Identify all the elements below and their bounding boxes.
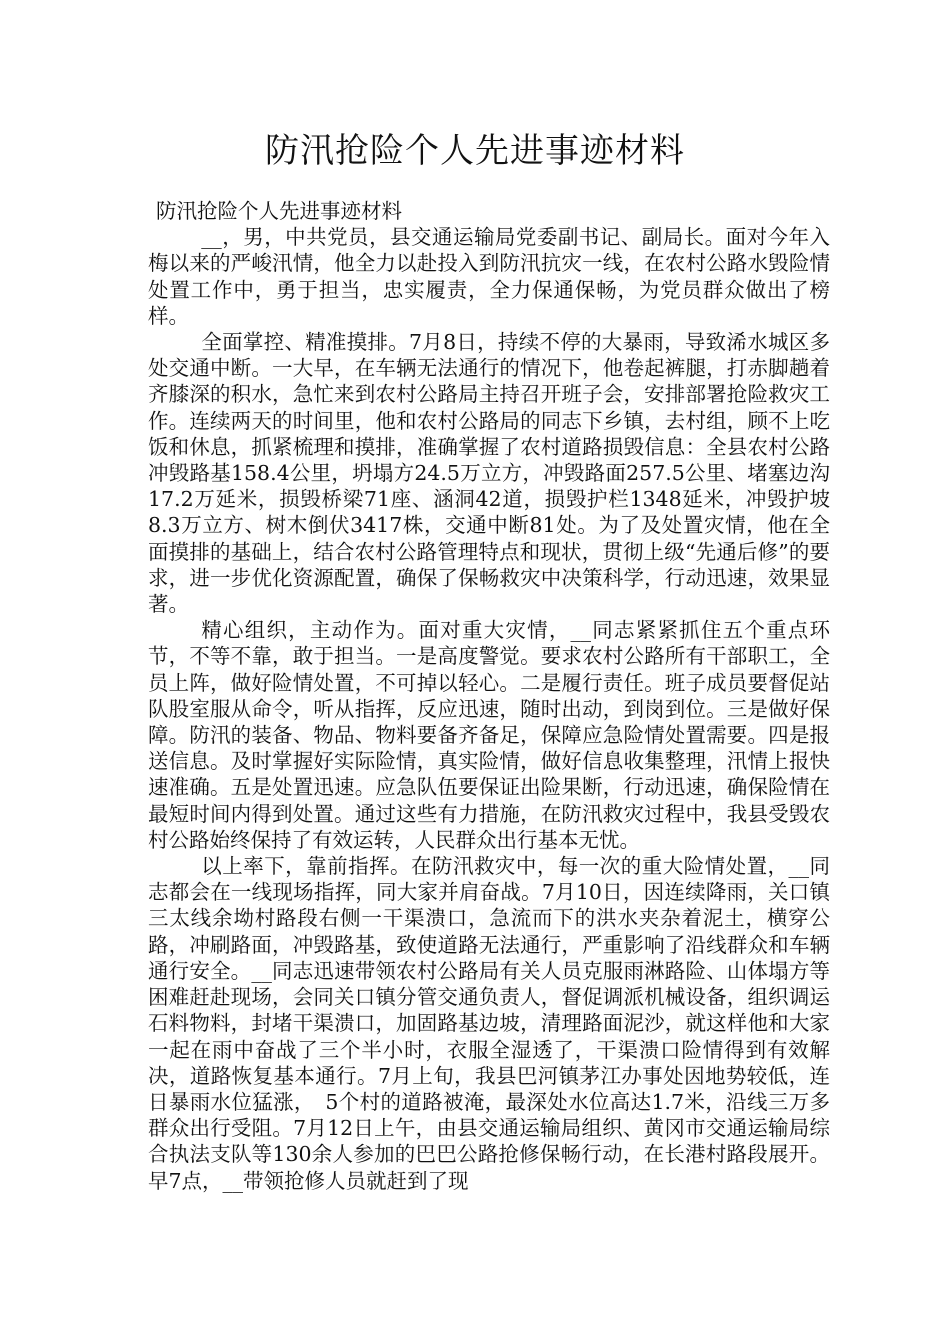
document-subtitle: 防汛抢险个人先进事迹材料 (156, 199, 402, 223)
paragraph-command: 以上率下，靠前指挥。在防汛救灾中，每一次的重大险情处置，__同志都会在一线现场指挥，同大家并肩奋战。7月10日，因连续降雨，关口镇三太线余坳村路段右侧一干渠溃口，急流而下的洪水夹杂着泥土，横穿公路，冲刷路面，冲毁路基，致使道路无法通行，严重影响了沿线群众和车辆通行安全。__同志迅速带领农村公路局有关人员克服雨淋路险、山体塌方等困难赶赴现场，会同关口镇分管交通负责人，督促调派机械设备，组织调运石料物料，封堵干渠溃口，加固路基边坡，清理路面泥沙，就这样他和大家一起在雨中奋战了三个半小时，衣服全湿透了，干渠溃口险情得到有效解决，道路恢复基本通行。7月上旬，我县巴河镇茅江办事处因地势较低，连日暴雨水位猛涨， 5个村的道路被淹，最深处水位高达1.7米，沿线三万多群众出行受阻。7月12日上午，由县交通运输局组织、黄冈市交通运输局综合执法支队等130余人参加的巴巴公路抢修保畅行动，在长港村路段展开。早7点，__带领抢修人员就赶到了现 (148, 854, 830, 1193)
document-title: 防汛抢险个人先进事迹材料 (265, 131, 685, 171)
paragraph-organize: 精心组织，主动作为。面对重大灾情，__同志紧紧抓住五个重点环节，不等不靠，敢于担当。一是高度警觉。要求农村公路所有干部职工，全员上阵，做好险情处置，不可掉以轻心。二是履行责任。班子成员要督促站队股室服从命令，听从指挥，反应迅速，随时出动，到岗到位。三是做好保障。防汛的装备、物品、物料要备齐备足，保障应急险情处置需要。四是报送信息。及时掌握好实际险情，真实险情，做好信息收集整理，汛情上报快速准确。五是处置迅速。应急队伍要保证出险果断，行动迅速，确保险情在最短时间内得到处置。通过这些有力措施，在防汛救灾过程中，我县受毁农村公路始终保持了有效运转，人民群众出行基本无忧。 (148, 618, 830, 852)
document-body (148, 198, 830, 1194)
paragraph-survey: 全面掌控、精准摸排。7月8日，持续不停的大暴雨，导致浠水城区多处交通中断。一大早，在车辆无法通行的情况下，他卷起裤腿，打赤脚趟着齐膝深的积水，急忙来到农村公路局主持召开班子会，安排部署抢险救灾工作。连续两天的时间里，他和农村公路局的同志下乡镇，去村组，顾不上吃饭和休息，抓紧梳理和摸排，准确掌握了农村道路损毁信息：全县农村公路冲毁路基158.4公里，坍塌方24.5万立方，冲毁路面257.5公里、堵塞边沟17.2万延米，损毁桥梁71座、涵洞42道，损毁护栏1348延米，冲毁护坡8.3万立方、树木倒伏3417株，交通中断81处。为了及处置灾情，他在全面摸排的基础上，结合农村公路管理特点和现状，贯彻上级“先通后修”的要求，进一步优化资源配置，确保了保畅救灾中决策科学，行动迅速，效果显著。 (148, 330, 830, 617)
paragraph-intro: __，男，中共党员，县交通运输局党委副书记、副局长。面对今年入梅以来的严峻汛情，他全力以赴投入到防汛抗灾一线，在农村公路水毁险情处置工作中，勇于担当，忠实履责，全力保通保畅，为党员群众做出了榜样。 (148, 225, 830, 328)
